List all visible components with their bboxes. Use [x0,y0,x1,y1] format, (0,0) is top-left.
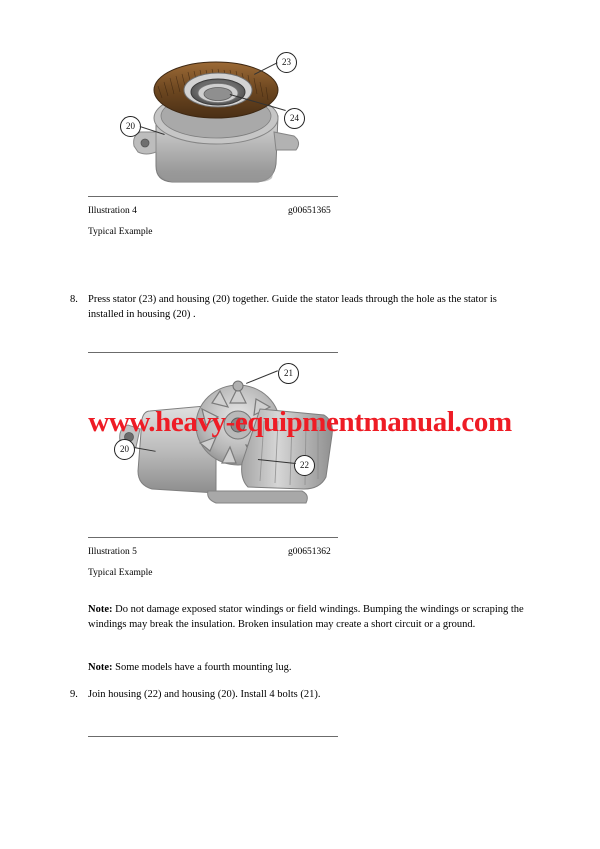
note-1 [88,602,530,632]
illustration-4-subcaption: Typical Example [88,227,153,237]
note-2-text: Some models have a fourth mounting lug. [112,662,292,673]
callout-24: 24 [284,108,305,129]
watermark-text: www.heavy-equipmentmanual.com [88,406,512,438]
callout-20: 20 [120,116,141,137]
illustration-5-image [88,359,512,537]
illustration-5-code: g00651362 [288,547,331,557]
figure-illustration-4 [88,46,512,237]
callout-21: 21 [278,363,299,384]
illustration-5-caption [88,538,512,557]
illustration-4-image [88,46,512,196]
callout-20b: 20 [114,439,135,460]
illustration-5-label: Illustration 5 [88,547,137,557]
figure-illustration-5 [88,352,512,578]
illustration-4-code: g00651365 [288,206,331,216]
step-8-text: Press stator (23) and housing (20) together. Guide the stator leads through the hole as the stator is installed in housing (20) . [88,294,497,321]
note-2 [88,660,530,675]
step-9-text: Join housing (22) and housing (20). Install 4 bolts (21). [88,689,321,700]
figure-divider-top [88,352,338,353]
illustration-5-subcaption: Typical Example [88,568,153,578]
alternator-housing-assembly-drawing [88,359,512,537]
note-1-label: Note: [88,604,113,615]
step-9 [70,687,530,702]
step-8 [70,292,530,322]
illustration-4-label: Illustration 4 [88,206,137,216]
step-9-number: 9. [70,689,78,700]
note-1-text: Do not damage exposed stator windings or field windings. Bumping the windings or scraping the windings may break the insulation. Broken insulation may create a short circuit or a ground. [88,604,524,631]
bottom-divider [88,736,338,737]
note-2-label: Note: [88,662,113,673]
step-8-number: 8. [70,294,78,305]
callout-22: 22 [294,455,315,476]
illustration-4-caption [88,197,512,216]
callout-23: 23 [276,52,297,73]
